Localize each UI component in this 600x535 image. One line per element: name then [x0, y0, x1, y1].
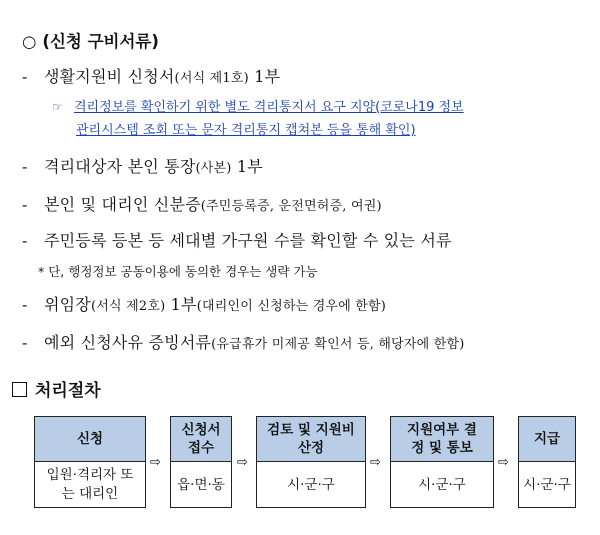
- step-body: 시·군·구: [418, 476, 466, 493]
- step-title: 신청서 접수: [171, 417, 231, 462]
- doc-item-tail: 1부: [165, 295, 197, 314]
- note-block: [52, 96, 592, 142]
- doc-item-tail: 1부: [231, 157, 263, 176]
- pointing-hand-icon: ☞: [52, 100, 63, 114]
- flow-arrow-icon: ⇨: [150, 455, 161, 470]
- exempt-note: * 단, 행정정보 공동이용에 동의한 경우는 생략 가능: [38, 264, 318, 279]
- step-body: 입원·격리자 또는 대리인: [46, 467, 134, 502]
- doc-item-power-of-attorney: - 위임장(서식 제2호) 1부(대리인이 신청하는 경우에 한함): [22, 295, 387, 314]
- doc-item-exception-proof: - 예외 신청사유 증빙서류(유급휴가 미제공 확인서 등, 해당자에 한함): [22, 333, 465, 352]
- doc-item-label: 격리대상자 본인 통장: [44, 157, 196, 176]
- doc-item-id-card: - 본인 및 대리인 신분증(주민등록증, 운전면허증, 여권): [22, 195, 382, 214]
- doc-item-tail: 1부: [248, 67, 281, 86]
- process-title: 처리절차: [35, 381, 101, 401]
- step-decision: [390, 416, 494, 508]
- doc-item-application-form: - 생활지원비 신청서(서식 제1호) 1부: [22, 67, 281, 86]
- step-payment: [518, 416, 576, 508]
- step-apply: [34, 416, 146, 508]
- doc-item-paren: (서식 제2호): [90, 299, 166, 314]
- doc-item-paren: (사본): [195, 161, 232, 176]
- step-review: [256, 416, 366, 508]
- doc-item-label: 주민등록 등본 등 세대별 가구원 수를 확인할 수 있는 서류: [44, 231, 452, 250]
- section-heading: [22, 28, 159, 52]
- flow-arrow-icon: ⇨: [498, 455, 509, 470]
- doc-item-paren: (유급휴가 미제공 확인서 등, 해당자에 한함): [211, 337, 465, 352]
- process-heading: [12, 376, 101, 401]
- doc-item-label: 예외 신청사유 증빙서류: [44, 333, 212, 352]
- doc-item-label: 생활지원비 신청서: [44, 67, 175, 86]
- step-body: 읍·면·동: [177, 476, 225, 493]
- doc-item-paren: (주민등록증, 운전면허증, 여권): [200, 199, 382, 214]
- step-receive: [170, 416, 232, 508]
- step-body: 시·군·구: [287, 476, 335, 493]
- doc-item-paren: (서식 제1호): [174, 71, 249, 86]
- doc-item-label: 본인 및 대리인 신분증: [44, 195, 201, 214]
- step-title: 지원여부 결정 및 통보: [391, 417, 493, 462]
- step-title: 지급: [519, 417, 575, 462]
- square-bullet-icon: [12, 382, 27, 397]
- doc-item-label: 위임장: [44, 295, 91, 314]
- doc-item-bankbook: - 격리대상자 본인 통장(사본) 1부: [22, 157, 263, 176]
- note-line-2: 관리시스템 조회 또는 문자 격리통지 캡쳐본 등을 통해 확인): [76, 123, 416, 138]
- note-line-1: ☞ 격리정보를 확인하기 위한 별도 격리통지서 요구 지양(코로나19 정보: [52, 96, 592, 119]
- doc-item-resident-register: - 주민등록 등본 등 세대별 가구원 수를 확인할 수 있는 서류: [22, 231, 452, 250]
- heading-text: (신청 구비서류): [42, 32, 159, 51]
- step-title: 신청: [35, 417, 145, 462]
- circle-bullet-icon: ○: [22, 32, 37, 51]
- flow-arrow-icon: ⇨: [370, 455, 381, 470]
- doc-item-paren-2: (대리인이 신청하는 경우에 한함): [196, 299, 387, 314]
- step-body: 시·군·구: [523, 476, 571, 493]
- step-title: 검토 및 지원비 산정: [257, 417, 365, 462]
- flow-arrow-icon: ⇨: [237, 455, 248, 470]
